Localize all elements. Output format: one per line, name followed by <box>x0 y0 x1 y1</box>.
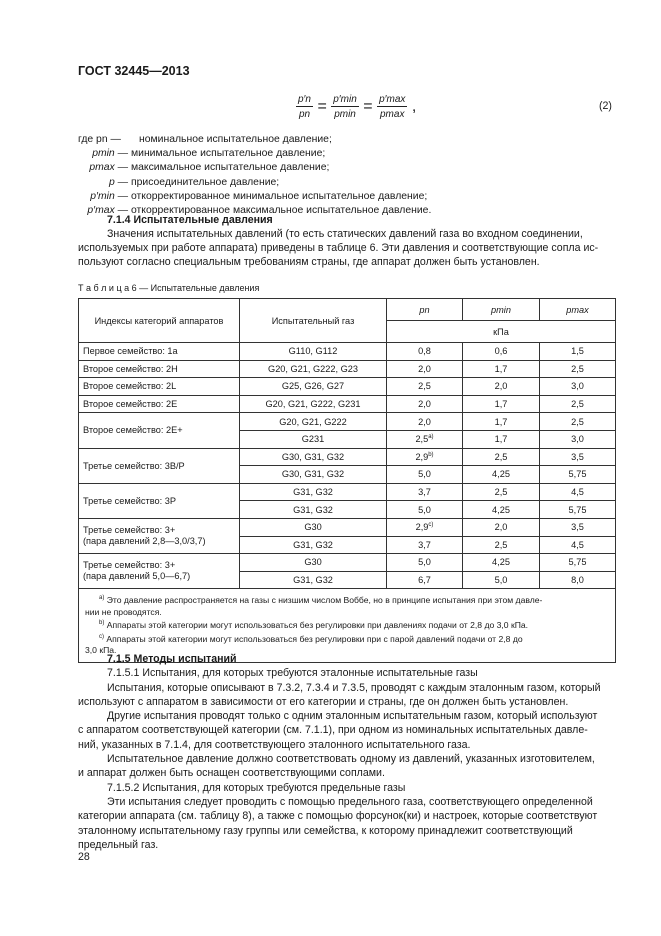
fraction-max: $\frac{p'\max}{pmax}$ <box>379 94 406 120</box>
table-row: G31, G32 3,7 2,5 4,5 <box>79 536 616 554</box>
fraction-min: $\frac{p'\min}{pmin}$ <box>333 94 357 120</box>
definition-row: p′min — откорректированное минимальное испытательное давление; <box>90 190 428 202</box>
section-heading-715: 7.1.5 Методы испытаний <box>107 653 237 665</box>
header-pmin: pmin <box>463 299 540 321</box>
header-pn: pn <box>387 299 463 321</box>
table-row: Третье семейство: 3+ (пара давлений 5,0—6,7) G30 5,0 4,25 5,75 <box>79 554 616 572</box>
table-header-row <box>79 299 616 321</box>
table-row: Третье семейство: 3В/Р G30, G31, G32 2,9$^{b)}$ 2,5 3,5 <box>79 448 616 466</box>
table-row: Второе семейство: 2Е G20, G21, G222, G231 2,0 1,7 2,5 <box>79 395 616 413</box>
fraction-n: $\frac{p'n}{pn}$ <box>298 94 311 120</box>
section-714-text: Значения испытательных давлений (то есть статических давлений газа во входном соединении, используемых при работе аппарата) приведены в таблице 6. Эти давления и соответствующие сопла ис- пользуют согласно специальным требованиям страны, где аппарат должен быть установлен. <box>78 228 599 268</box>
symbol-definitions <box>78 133 431 218</box>
header-pmax: pmax <box>540 299 616 321</box>
definition-row: где pn — номинальное испытательное давление; <box>78 134 332 145</box>
header-category: Индексы категорий аппаратов <box>79 299 240 343</box>
equation-2: $\frac{p'n}{pn}$ = $\frac{p'\min}{pmin}$ = $\frac{p'\max}{pmax}$ , <box>298 94 417 120</box>
table-row: Третье семейство: 3Р G31, G32 3,7 2,5 4,5 <box>79 483 616 501</box>
header-gas: Испытательный газ <box>240 299 387 343</box>
table-row: G30, G31, G32 5,0 4,25 5,75 <box>79 466 616 484</box>
table-row: Второе семейство: 2Е+ G20, G21, G222 2,0 1,7 2,5 <box>79 413 616 431</box>
table-row: Первое семейство: 1а G110, G112 0,8 0,6 1,5 <box>79 343 616 361</box>
section-715: 7.1.5 Методы испытаний 7.1.5.1 Испытания, для которых требуются эталонные испытательные газы Испытания, которые описывают в 7.3.2, 7.3.4 и 7.3.5, проводят с каждым эталонным газом, который используют с аппаратом в зависимости от его категории и страны, где он должен быть установлен. Другие испытания проводят только с одним эталонным испытательным газом, который используют с аппаратом соответствующей категории (см. 7.1.1), при одном из номинальных испытательных давле- ний, указанных в 7.1.4, для соответствующего эталонного испытательного газа. Испытательное давление должно соответствовать одному из давлений, указанных изготовителем, и аппарат должен быть оснащен соответствующими соплами. 7.1.5.2 Испытания, для которых требуются предельные газы Эти испытания следует проводить с помощью предельного газа, соответствующего определенной категории аппарата (см. таблицу 8), а также с помощью форсунок(ки) и настроек, которые соответствуют эталонному испытательному газу группы или семейства, к которому принадлежит соответствующий предельный газ. <box>78 652 615 852</box>
table-row: Второе семейство: 2Н G20, G21, G222, G23 2,0 1,7 2,5 <box>79 360 616 378</box>
table-row: G31, G32 5,0 4,25 5,75 <box>79 501 616 519</box>
test-pressure-table <box>78 298 616 663</box>
definition-row: pmax — максимальное испытательное давление; <box>89 162 330 174</box>
document-header: ГОСТ 32445—2013 <box>78 64 190 78</box>
table-caption: Т а б л и ц а 6 — Испытательные давления <box>78 283 260 293</box>
definition-row: pmin — минимальное испытательное давление; <box>92 148 326 160</box>
header-unit: кПа <box>387 321 616 343</box>
table-footnotes: $^{a)}$ Это давление распространяется на газы с низшим числом Воббе, но в принципе испытания при этом давле- нии не проводятся. $^{b)}$ Аппараты этой категории могут использоваться без регулировки при давлениях подачи от 2,8 до 3,0 кПа. $^{c)}$ Аппараты этой категории могут использоваться без регулировки при с парой давлений подачи от 2,8 до 3,0 кПа. <box>79 589 616 663</box>
table-row: Второе семейство: 2L G25, G26, G27 2,5 2,0 3,0 <box>79 378 616 396</box>
table-row: G231 2,5$^{a)}$ 1,7 3,0 <box>79 430 616 448</box>
equation-number: (2) <box>599 100 612 112</box>
table-row: Третье семейство: 3+ (пара давлений 2,8—3,0/3,7) G30 2,9$^{c)}$ 2,0 3,5 <box>79 518 616 536</box>
table-row: G31, G32 6,7 5,0 8,0 <box>79 571 616 589</box>
definition-row: p′max — откорректированное максимальное испытательное давление. <box>87 205 432 217</box>
section-heading-714: 7.1.4 Испытательные давления <box>107 214 273 226</box>
definition-row: p — присоединительное давление; <box>108 176 280 188</box>
page-number: 28 <box>78 851 90 863</box>
